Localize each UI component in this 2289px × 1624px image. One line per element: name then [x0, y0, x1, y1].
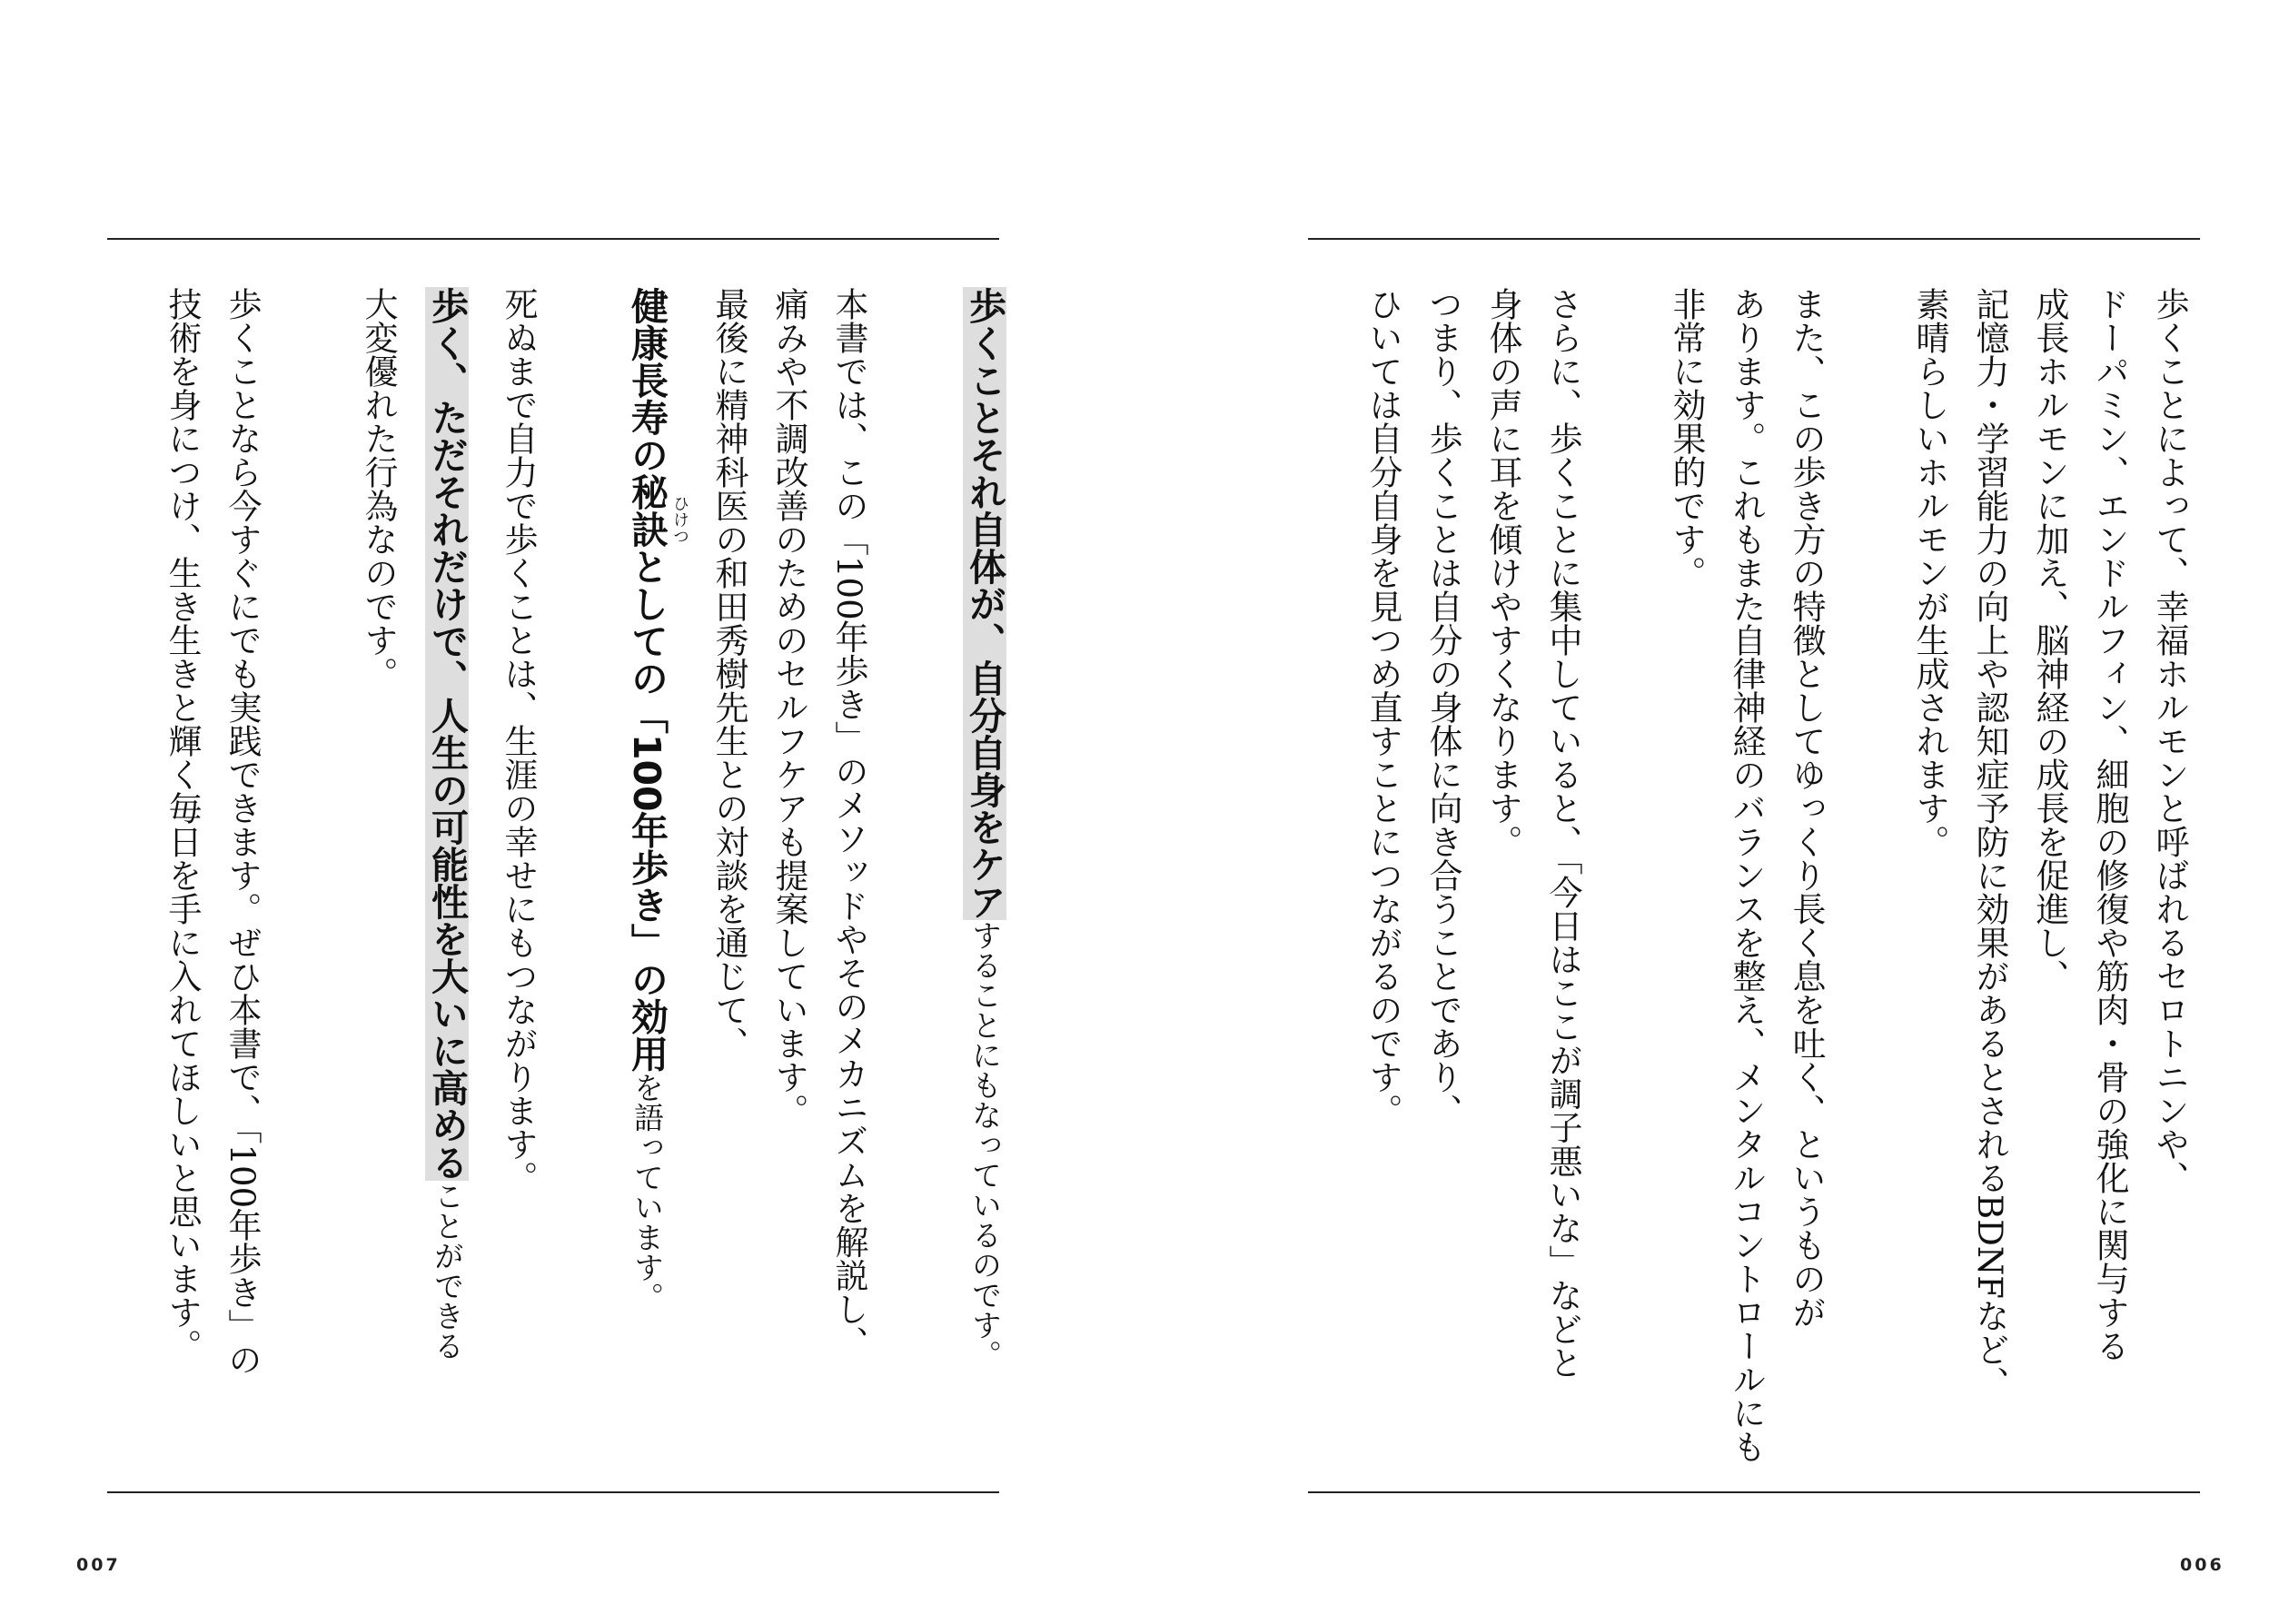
- text-column: [618, 287, 676, 1495]
- text-column: また、この歩き方の特徴としてゆっくり長く息を吐く、というものが: [1787, 287, 1826, 1329]
- text-column: つまり、歩くことは自分の身体に向き合うことであり、: [1423, 287, 1462, 1127]
- text-column: [956, 287, 1014, 1495]
- text-column: 死ぬまで自力で歩くことは、生涯の幸せにもつながります。: [499, 287, 538, 1194]
- text-column: 本書では、この「100年歩き」のメソッドやそのメカニズムを解説し、: [829, 287, 868, 1360]
- text-column: 痛みや不調改善のためのセルフケアも提案しています。: [769, 287, 808, 1127]
- highlight-phrase: 歩くことそれ自体が、自分自身をケア: [963, 287, 1006, 920]
- text-column: 大変優れた行為なのです。: [359, 287, 398, 690]
- text-column: 歩くことによって、幸福ホルモンと呼ばれるセロトニンや、: [2150, 287, 2189, 1194]
- text-tail: ことができる: [430, 1181, 465, 1361]
- text-column: 非常に効果的です。: [1667, 287, 1706, 589]
- text-column: 身体の声に耳を傾けやすくなります。: [1483, 287, 1522, 858]
- top-rule: [107, 238, 999, 240]
- text-column: 歩くことなら今すぐにでも実践できます。ぜひ本書で、「100年歩き」の: [223, 287, 262, 1377]
- page-number: 007: [76, 1555, 121, 1575]
- highlight-phrase: 歩く、ただそれだけで、人生の可能性を大いに高める: [425, 287, 469, 1181]
- bold-phrase: 健康長寿の秘訣としての「100年歩き」の効用: [625, 287, 669, 1073]
- text-column: 最後に精神科医の和田秀樹先生との対談を通じて、: [709, 287, 748, 1060]
- text-column: 技術を身につけ、生き生きと輝く毎日を手に入れてほしいと思います。: [163, 287, 202, 1362]
- text-tail: を語っています。: [629, 1072, 665, 1312]
- text-column: ドーパミン、エンドルフィン、細胞の修復や筋肉・骨の強化に関与する: [2090, 287, 2129, 1362]
- text-column: あります。これもまた自律神経のバランスを整え、メンタルコントロールにも: [1727, 287, 1766, 1463]
- text-column: 記憶力・学習能力の向上や認知症予防に効果があるとされるBDNFなど、: [1970, 287, 2009, 1400]
- ruby-annotation: ひけつ: [670, 495, 689, 544]
- left-page: [0, 0, 1144, 1624]
- page-number: 006: [2180, 1555, 2225, 1575]
- text-column: さらに、歩くことに集中していると、「今日はここが調子悪いな」などと: [1543, 287, 1582, 1380]
- text-column: 素晴らしいホルモンが生成されます。: [1910, 287, 1949, 858]
- right-page: [1144, 0, 2289, 1624]
- text-column: 成長ホルモンに加え、脳神経の成長を促進し、: [2030, 287, 2069, 993]
- text-tail: することにもなっているのです。: [967, 920, 1003, 1370]
- top-rule: [1308, 238, 2200, 240]
- text-column: ひいては自分自身を見つめ直すことにつながるのです。: [1363, 287, 1402, 1127]
- text-column: [418, 287, 476, 1495]
